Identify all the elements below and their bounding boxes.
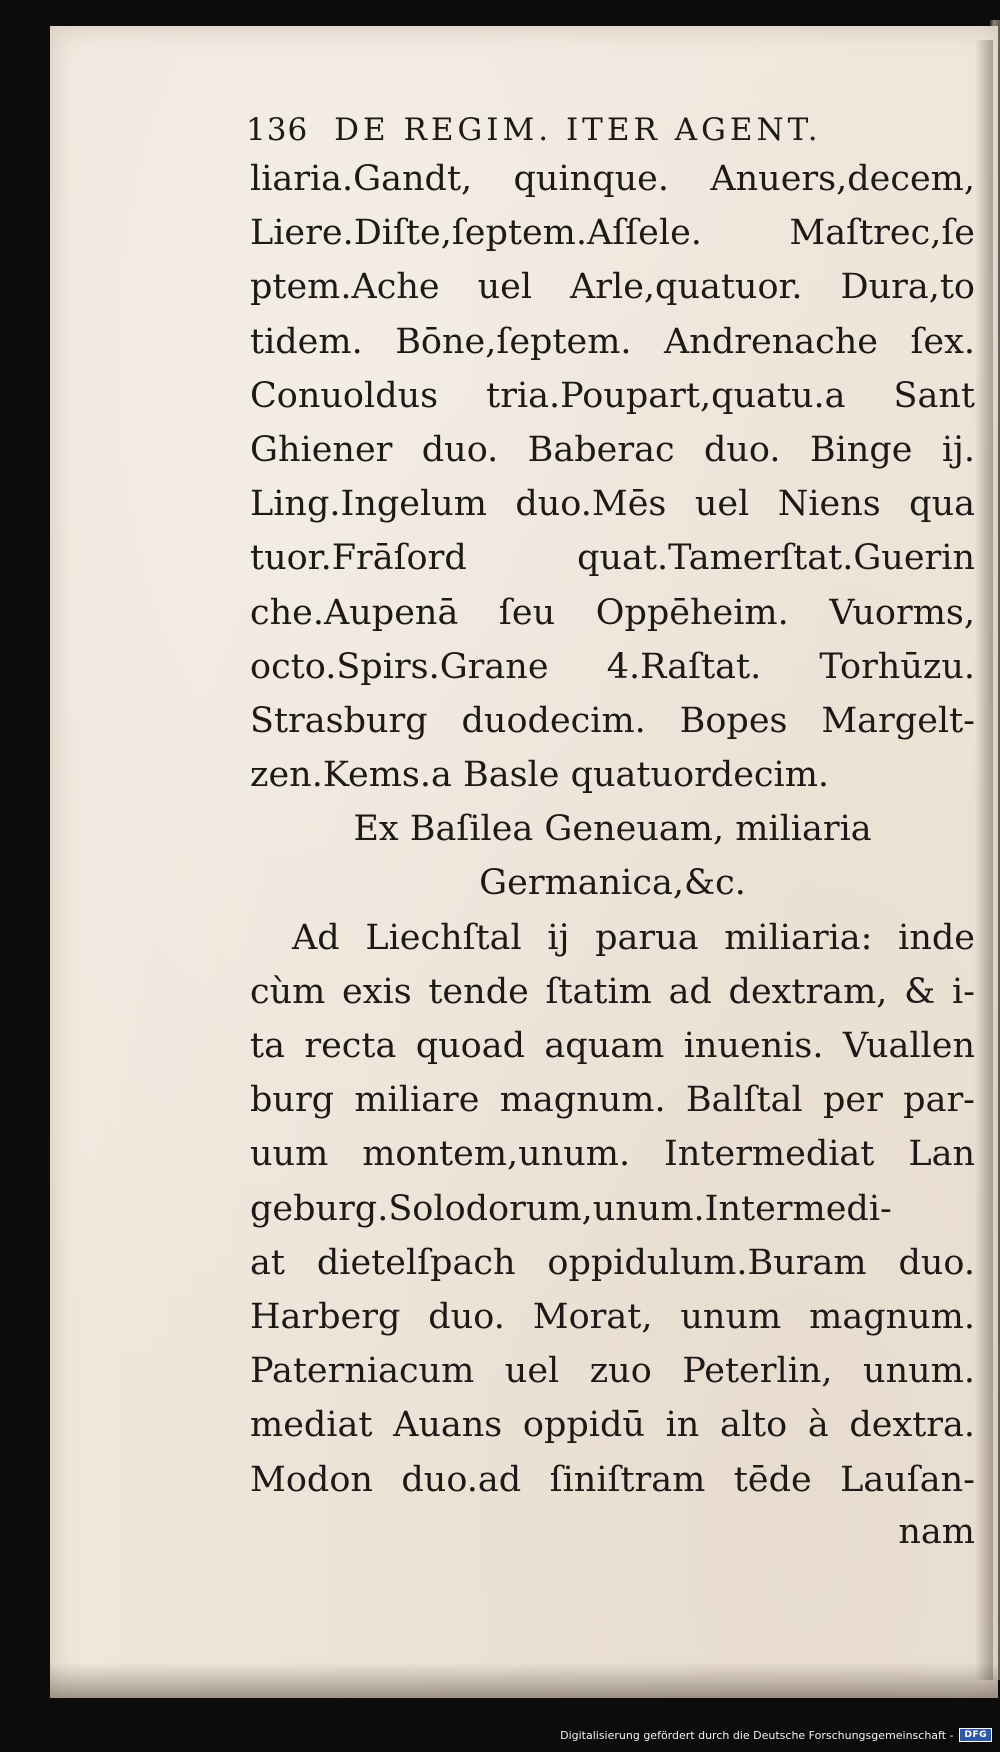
paragraph-line: at dietelſpach oppidulum.Buram duo. xyxy=(250,1242,975,1283)
paragraph-line: Modon duo.ad ſiniſtram tēde Lauſan- xyxy=(250,1459,975,1500)
text-line: ptem.Ache uel Arle,quatuor. Dura,to xyxy=(250,267,975,308)
paragraph-line: ta recta quoad aquam inuenis. Vuallen xyxy=(250,1026,975,1066)
paragraph-line: burg miliare magnum. Balſtal per par- xyxy=(250,1080,975,1121)
text-line: tuor.Frāſord quat.Tamerſtat.Guerin xyxy=(250,538,975,579)
paragraph-line: cùm exis tende ſtatim ad dextram, & i- xyxy=(250,971,975,1012)
section-heading-line: Germanica,&c. xyxy=(479,863,746,904)
page-bottom-shadow xyxy=(50,1662,998,1698)
text-line: che.Aupenā ſeu Oppēheim. Vuorms, xyxy=(250,592,975,633)
paragraph-line: Harberg duo. Morat, unum magnum. xyxy=(250,1296,975,1337)
section-heading-line: Ex Baſilea Geneuam, miliaria xyxy=(353,809,872,850)
text-block xyxy=(246,108,975,1557)
text-line: Strasburg duodecim. Bopes Margelt- xyxy=(250,700,975,741)
text-line: Liere.Diſte,ſeptem.Aſſele. Maſtrec,ſe xyxy=(250,213,975,254)
paragraph-line: Paterniacum uel zuo Peterlin, unum. xyxy=(250,1351,975,1392)
footer-credit-text: Digitalisierung gefördert durch die Deutsche Forschungsgemeinschaft - xyxy=(560,1728,954,1742)
catchword: nam xyxy=(898,1511,975,1552)
paragraph-line: geburg.Solodorum,unum.Intermedi- xyxy=(250,1188,892,1229)
page-number: 136 xyxy=(246,112,309,148)
running-head xyxy=(246,108,975,152)
page-edge-shadow xyxy=(975,40,993,1680)
text-line: tidem. Bōne,ſeptem. Andrenache ſex. xyxy=(250,321,975,362)
running-title: DE REGIM. ITER AGENT. xyxy=(334,112,822,148)
dfg-logo: DFG xyxy=(959,1728,992,1742)
text-line: Ling.Ingelum duo.Mēs uel Niens qua xyxy=(250,484,975,525)
digitization-footer xyxy=(560,1724,992,1746)
text-line: liaria.Gandt, quinque. Anuers,decem, xyxy=(250,159,975,199)
text-line: Ghiener duo. Baberac duo. Binge ij. xyxy=(250,429,975,470)
text-line: octo.Spirs.Grane 4.Raſtat. Torhūzu. xyxy=(250,646,975,687)
text-line: zen.Kems.a Basle quatuordecim. xyxy=(250,755,830,796)
paragraph-line: Ad Liechſtal ij parua miliaria: inde xyxy=(292,917,975,958)
text-line: Conuoldus tria.Poupart,quatu.a Sant xyxy=(250,375,975,416)
paragraph-line: uum montem,unum. Intermediat Lan xyxy=(250,1134,975,1175)
paragraph-line: mediat Auans oppidū in alto à dextra. xyxy=(250,1405,975,1446)
